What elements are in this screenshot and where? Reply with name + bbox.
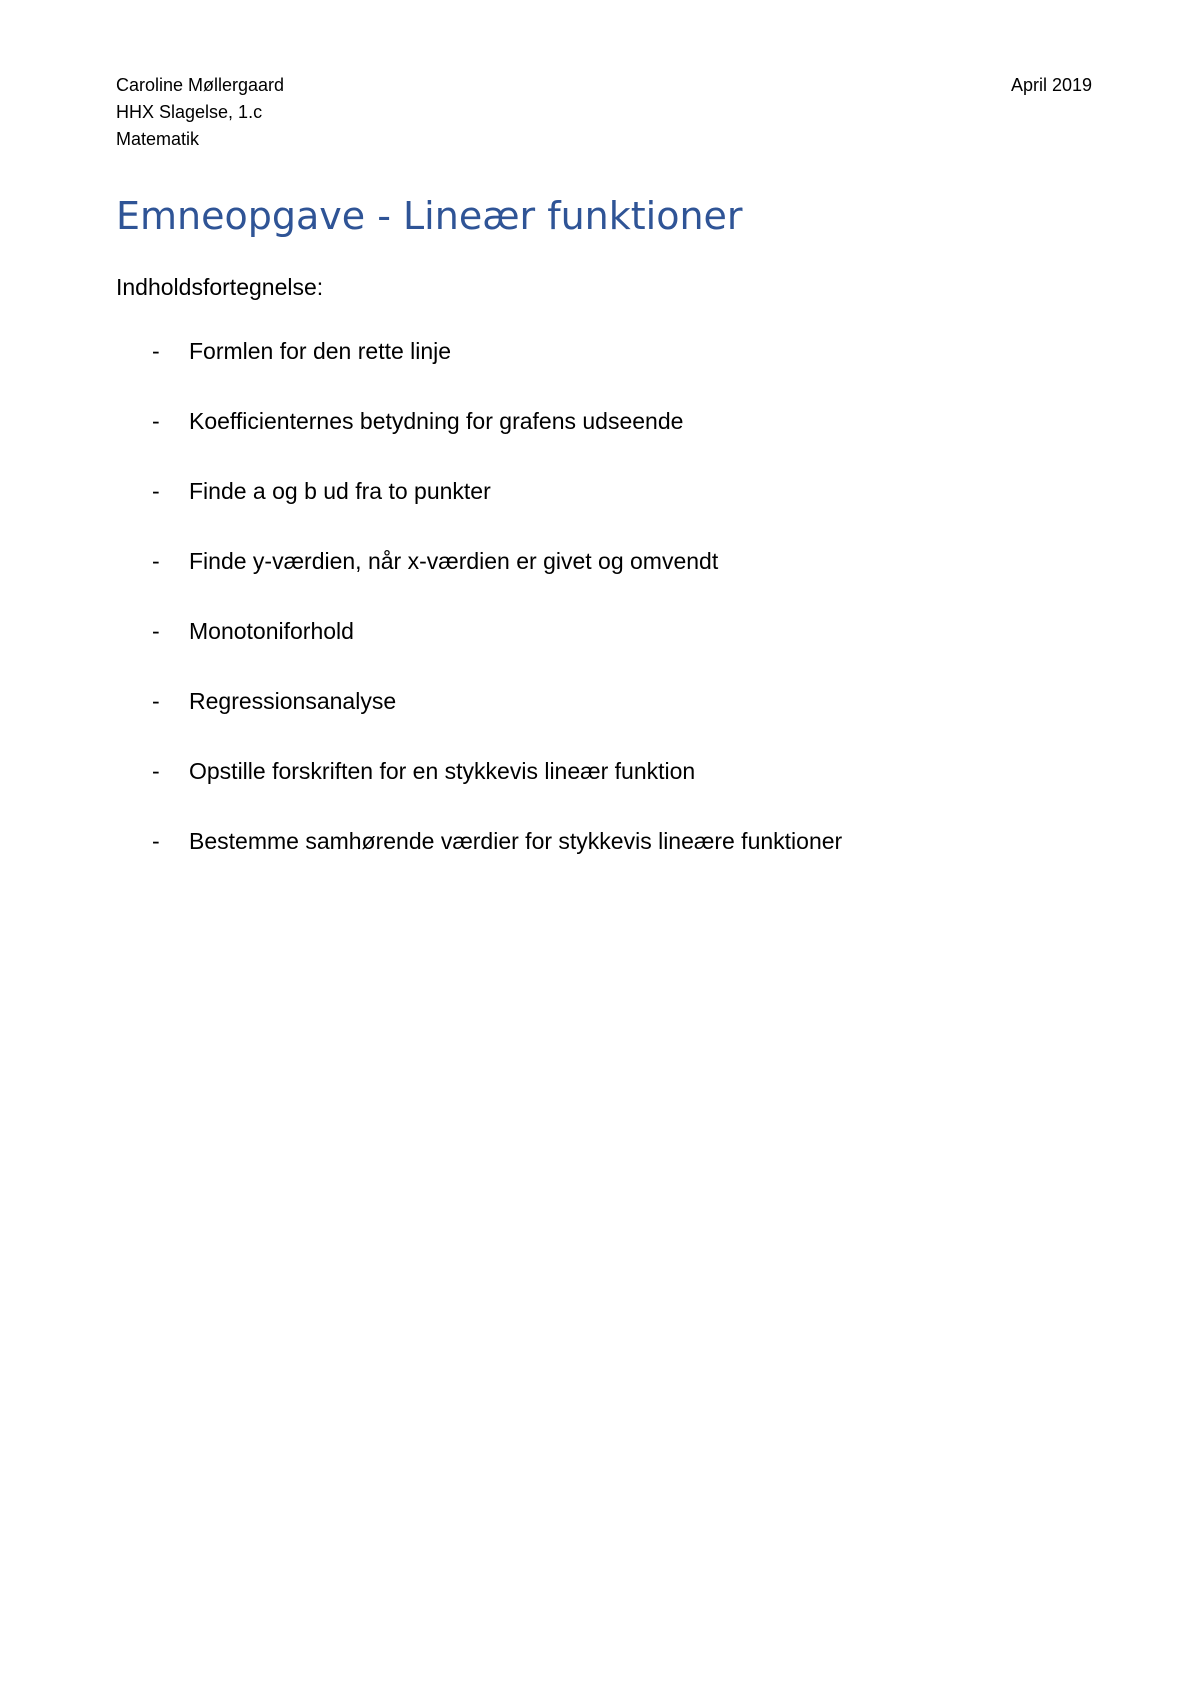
list-dash: -	[152, 688, 160, 714]
header-info	[116, 72, 284, 153]
toc-item-text: Bestemme samhørende værdier for stykkevis lineære funktioner	[189, 828, 843, 854]
toc-item-text: Finde y-værdien, når x-værdien er givet og omvendt	[189, 548, 719, 574]
toc-item-text: Formlen for den rette linje	[189, 338, 452, 364]
list-dash: -	[152, 338, 160, 364]
toc-heading: Indholdsfortegnelse:	[116, 274, 324, 300]
toc-item-text: Monotoniforhold	[189, 618, 354, 644]
subject-name: Matematik	[116, 129, 200, 149]
toc-item	[0, 616, 1200, 686]
toc-item	[0, 406, 1200, 476]
toc-item	[0, 686, 1200, 756]
toc-item	[0, 336, 1200, 406]
toc-item	[0, 476, 1200, 546]
list-dash: -	[152, 478, 160, 504]
list-dash: -	[152, 548, 160, 574]
toc-item	[0, 826, 1200, 896]
document-date: April 2019	[1010, 75, 1092, 95]
list-dash: -	[152, 828, 160, 854]
toc-item-text: Koefficienternes betydning for grafens udseende	[189, 408, 684, 434]
school-class: HHX Slagelse, 1.c	[116, 102, 263, 122]
toc-item-text: Regressionsanalyse	[189, 688, 397, 714]
toc-item	[0, 546, 1200, 616]
list-dash: -	[152, 618, 160, 644]
toc-list	[0, 336, 1200, 896]
toc-item-text: Finde a og b ud fra to punkter	[189, 478, 491, 504]
list-dash: -	[152, 408, 160, 434]
author-name: Caroline Møllergaard	[116, 75, 285, 95]
toc-item	[0, 756, 1200, 826]
toc-item-text: Opstille forskriften for en stykkevis lineær funktion	[189, 758, 696, 784]
list-dash: -	[152, 758, 160, 784]
document-title: Emneopgave - Lineær funktioner	[116, 194, 743, 238]
